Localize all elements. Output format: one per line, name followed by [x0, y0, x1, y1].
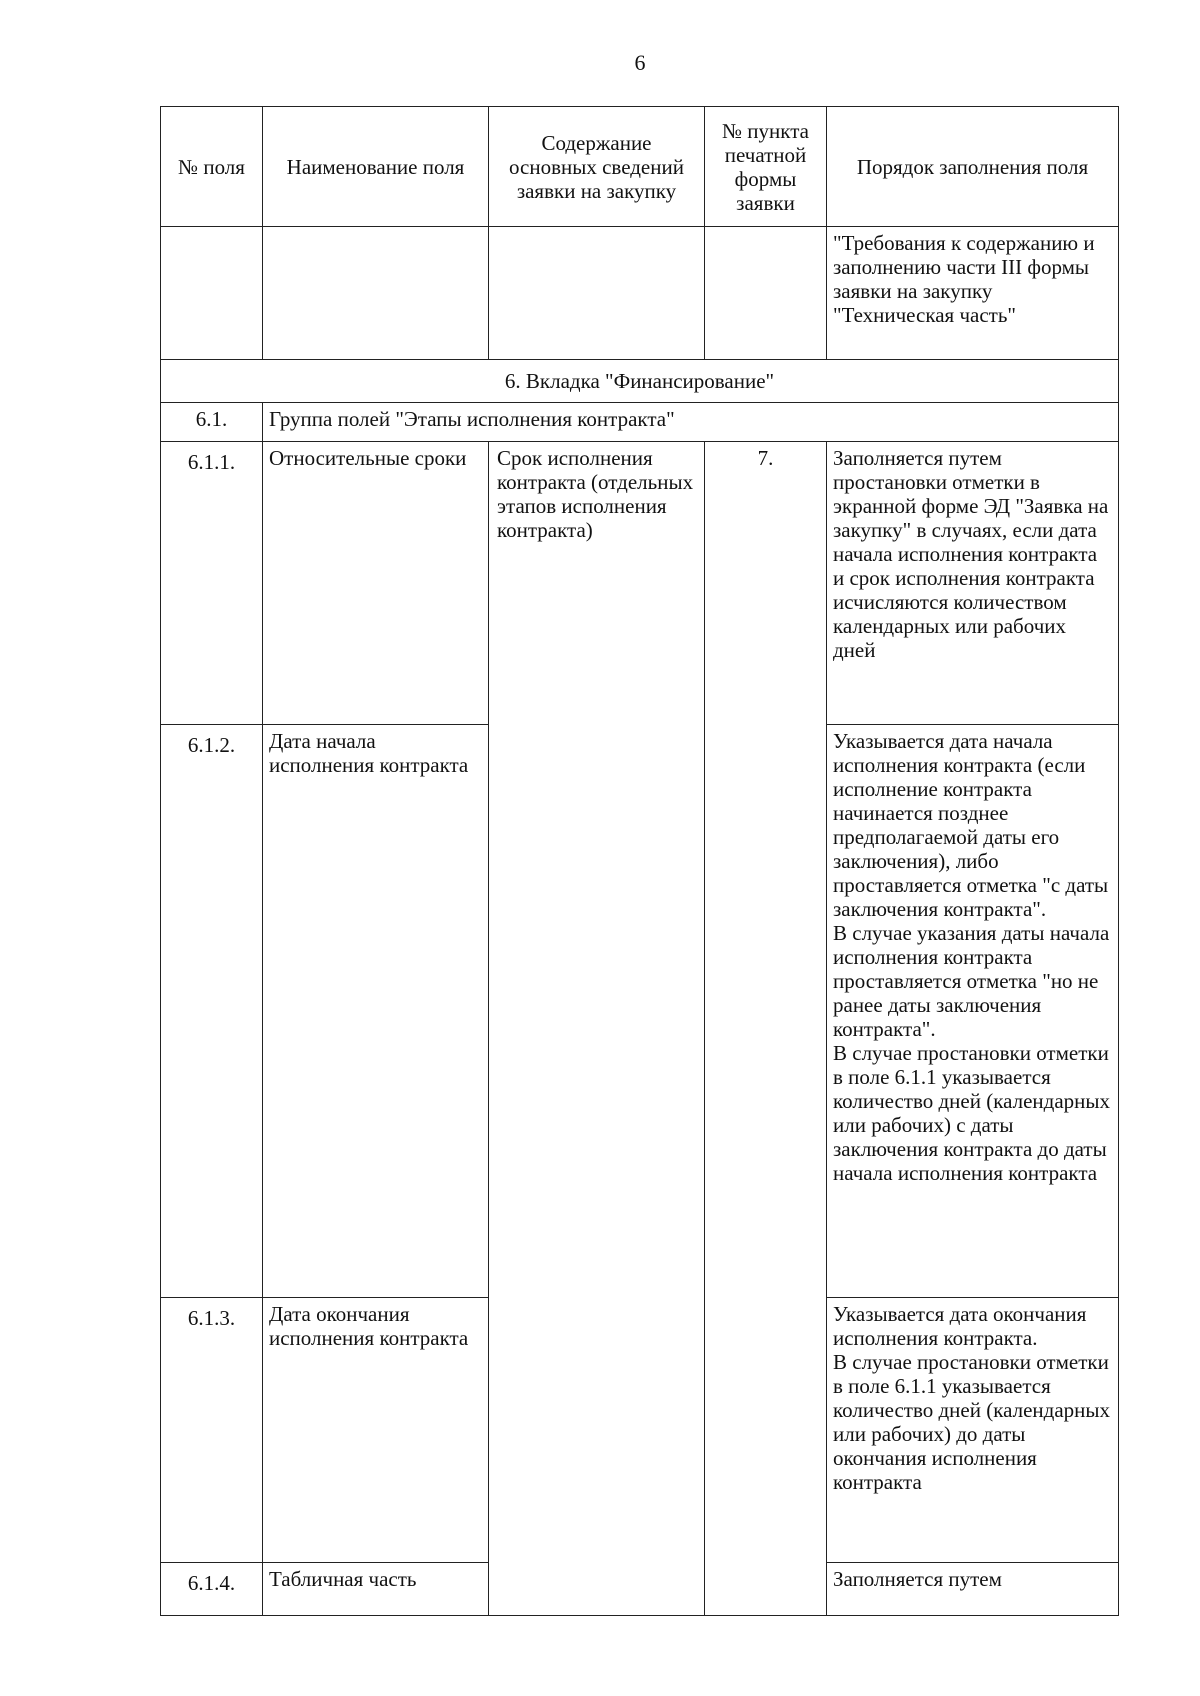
row-name: Дата начала исполнения контракта — [263, 725, 489, 1298]
row-name: Относительные сроки — [263, 442, 489, 725]
row-number: 6.1.4. — [161, 1563, 263, 1616]
group-row — [161, 403, 1119, 442]
header-fill-order: Порядок заполнения поля — [827, 107, 1119, 227]
fill-order-paragraph: В случае простановки отметки в поле 6.1.1 указывается количество дней (календарных или рабочих) с даты заключения контракта до даты начала исполнения контракта — [833, 1041, 1111, 1185]
shared-content: Срок исполнения контракта (отдельных этапов исполнения контракта) — [489, 442, 705, 1616]
fields-table — [160, 106, 1119, 1616]
row-name: Дата окончания исполнения контракта — [263, 1298, 489, 1563]
fill-order-paragraph: Указывается дата начала исполнения контракта (если исполнение контракта начинается позднее предполагаемой даты его заключения), либо проставляется отметка "с даты заключения контракта". — [833, 729, 1109, 921]
fill-order-paragraph: В случае простановки отметки в поле 6.1.1 указывается количество дней (календарных или рабочих) до даты окончания исполнения контракта — [833, 1350, 1111, 1494]
row-fill-order — [827, 1298, 1119, 1563]
header-row — [161, 107, 1119, 227]
print-item-number: 7. — [705, 442, 827, 1616]
row-number: 6.1.3. — [161, 1298, 263, 1563]
row-name: Табличная часть — [263, 1563, 489, 1616]
row-fill-order: Заполняется путем простановки отметки в экранной форме ЭД "Заявка на закупку" в случаях, если дата начала исполнения контракта и срок исполнения контракта исчисляются количеством календарных или рабочих дней — [827, 442, 1119, 725]
section-row — [161, 360, 1119, 403]
fill-order-paragraph: Указывается дата окончания исполнения контракта. — [833, 1302, 1087, 1350]
header-field-name: Наименование поля — [263, 107, 489, 227]
continuation-text: "Требования к содержанию и заполнению части III формы заявки на закупку "Техническая часть" — [827, 227, 1119, 360]
table-row — [161, 442, 1119, 725]
row-fill-order: Заполняется путем — [827, 1563, 1119, 1616]
row-number: 6.1.1. — [161, 442, 263, 725]
fill-order-paragraph: В случае указания даты начала исполнения контракта проставляется отметка "но не ранее даты заключения контракта". — [833, 921, 1110, 1041]
section-title: 6. Вкладка "Финансирование" — [161, 360, 1119, 403]
header-content: Содержание основных сведений заявки на закупку — [489, 107, 705, 227]
row-fill-order — [827, 725, 1119, 1298]
row-number: 6.1.2. — [161, 725, 263, 1298]
continuation-row — [161, 227, 1119, 360]
header-field-number: № поля — [161, 107, 263, 227]
group-number: 6.1. — [161, 403, 263, 442]
group-title: Группа полей "Этапы исполнения контракта" — [263, 403, 1119, 442]
page-number: 6 — [634, 50, 646, 75]
header-print-item: № пункта печатной формы заявки — [705, 107, 827, 227]
